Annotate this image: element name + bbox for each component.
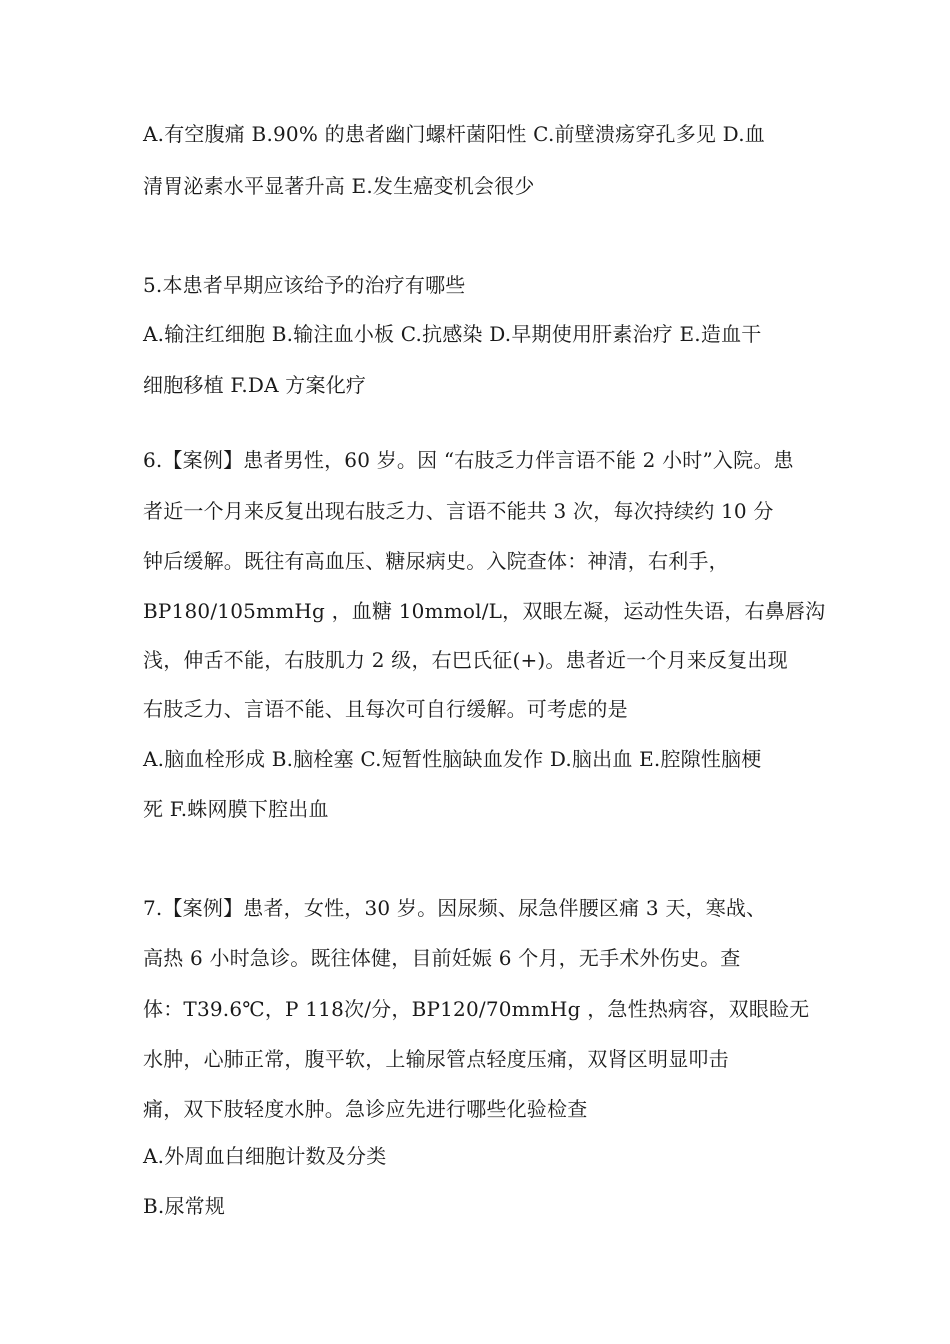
q6-case-line-6: 右肢乏力、言语不能、且每次可自行缓解。可考虑的是 bbox=[143, 697, 628, 721]
q7-case-line-1: 7.【案例】患者，女性，30 岁。因尿频、尿急伴腰区痛 3 天，寒战、 bbox=[143, 896, 767, 920]
q5-options-line-2: 细胞移植 F.DA 方案化疗 bbox=[143, 373, 367, 397]
q6-case-line-3: 钟后缓解。既往有高血压、糖尿病史。入院查体：神清，右利手， bbox=[143, 549, 729, 573]
q5-question: 5.本患者早期应该给予的治疗有哪些 bbox=[143, 273, 466, 297]
q6-case-line-5: 浅，伸舌不能，右肢肌力 2 级，右巴氏征(+)。患者近一个月来反复出现 bbox=[143, 648, 788, 672]
q6-case-line-4: BP180/105mmHg ，血糖 10mmol/L，双眼左凝，运动性失语，右鼻唇沟 bbox=[143, 599, 826, 623]
q6-options-line-1: A.脑血栓形成 B.脑栓塞 C.短暂性脑缺血发作 D.脑出血 E.腔隙性脑梗 bbox=[143, 747, 762, 771]
q7-case-line-3: 体：T39.6℃，P 118次/分，BP120/70mmHg ，急性热病容，双眼睑无 bbox=[143, 997, 810, 1021]
q7-case-line-4: 水肿，心肺正常，腹平软，上输尿管点轻度压痛，双肾区明显叩击 bbox=[143, 1047, 729, 1071]
q7-option-b: B.尿常规 bbox=[143, 1194, 226, 1218]
q6-case-line-1: 6.【案例】患者男性，60 岁。因 “右肢乏力伴言语不能 2 小时”入院。患 bbox=[143, 448, 794, 472]
q4-options-line-1: A.有空腹痛 B.90% 的患者幽门螺杆菌阳性 C.前壁溃疡穿孔多见 D.血 bbox=[143, 122, 765, 146]
q7-option-a: A.外周血白细胞计数及分类 bbox=[143, 1144, 387, 1168]
q6-case-line-2: 者近一个月来反复出现右肢乏力、言语不能共 3 次，每次持续约 10 分 bbox=[143, 499, 774, 523]
q7-case-line-2: 高热 6 小时急诊。既往体健，目前妊娠 6 个月，无手术外伤史。查 bbox=[143, 946, 741, 970]
q6-options-line-2: 死 F.蛛网膜下腔出血 bbox=[143, 797, 329, 821]
q7-case-line-5: 痛，双下肢轻度水肿。急诊应先进行哪些化验检查 bbox=[143, 1097, 588, 1121]
q4-options-line-2: 清胃泌素水平显著升高 E.发生癌变机会很少 bbox=[143, 174, 535, 198]
q5-options-line-1: A.输注红细胞 B.输注血小板 C.抗感染 D.早期使用肝素治疗 E.造血干 bbox=[143, 322, 762, 346]
